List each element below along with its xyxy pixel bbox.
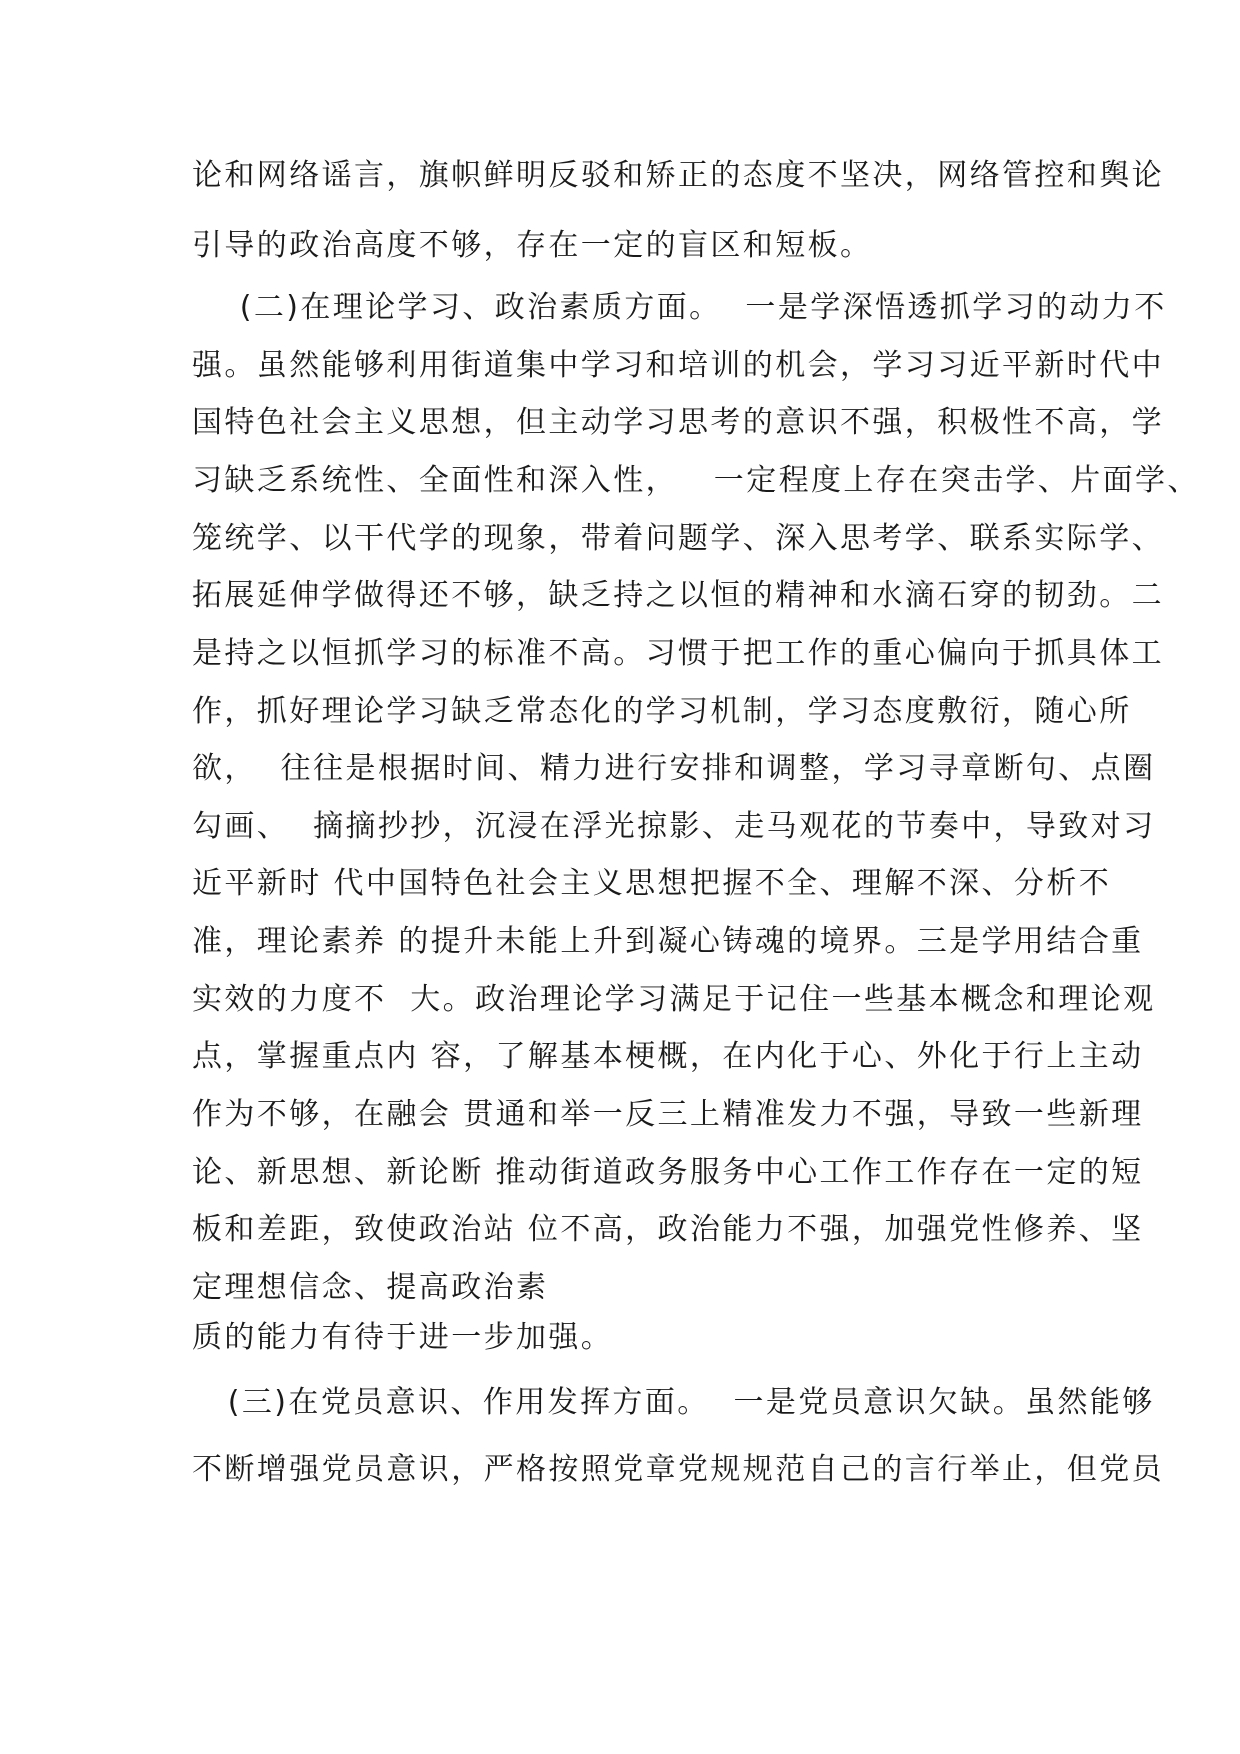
text-line: 论和网络谣言，旗帜鲜明反驳和矫正的态度不坚决，网络管控和舆论 <box>192 158 1164 193</box>
text-line: (二)在理论学习、政治素质方面。 一是学深悟透抓学习的动力不 <box>192 290 1167 325</box>
text-line: 是持之以恒抓学习的标准不高。习惯于把工作的重心偏向于抓具体工 <box>192 636 1164 671</box>
text-line: 国特色社会主义思想，但主动学习思考的意识不强，积极性不高，学 <box>192 405 1164 440</box>
text-line: 笼统学、以干代学的现象，带着问题学、深入思考学、联系实际学、 <box>192 521 1164 556</box>
text-line: 论、新思想、新论断 推动街道政务服务中心工作工作存在一定的短 <box>192 1155 1144 1190</box>
text-line: 勾画、 摘摘抄抄，沉浸在浮光掠影、走马观花的节奏中，导致对习 <box>192 809 1156 844</box>
text-line: 定理想信念、提高政治素 <box>192 1270 549 1305</box>
text-line: 不断增强党员意识，严格按照党章党规规范自己的言行举止，但党员 <box>192 1452 1164 1487</box>
text-line: 习缺乏系统性、全面性和深入性， 一定程度上存在突击学、片面学、 <box>192 463 1200 498</box>
text-line: 作，抓好理论学习缺乏常态化的学习机制，学习态度敷衍，随心所 <box>192 694 1132 729</box>
text-line: 强。虽然能够利用街道集中学习和培训的机会，学习习近平新时代中 <box>192 348 1164 383</box>
text-line: 拓展延伸学做得还不够，缺乏持之以恒的精神和水滴石穿的韧劲。二 <box>192 578 1164 613</box>
text-line: 作为不够，在融会 贯通和举一反三上精准发力不强，导致一些新理 <box>192 1097 1144 1132</box>
text-line: 近平新时 代中国特色社会主义思想把握不全、理解不深、分析不 <box>192 866 1112 901</box>
text-line: 准，理论素养 的提升未能上升到凝心铸魂的境界。三是学用结合重 <box>192 924 1144 959</box>
text-line: 实效的力度不 大。政治理论学习满足于记住一些基本概念和理论观 <box>192 982 1156 1017</box>
text-line: (三)在党员意识、作用发挥方面。 一是党员意识欠缺。虽然能够 <box>192 1385 1155 1420</box>
text-line: 欲， 往往是根据时间、精力进行安排和调整，学习寻章断句、点圈 <box>192 751 1156 786</box>
text-line: 板和差距，致使政治站 位不高，政治能力不强，加强党性修养、坚 <box>192 1212 1144 1247</box>
text-line: 点，掌握重点内 容，了解基本梗概，在内化于心、外化于行上主动 <box>192 1039 1144 1074</box>
text-line: 质的能力有待于进一步加强。 <box>192 1320 614 1355</box>
text-line: 引导的政治高度不够，存在一定的盲区和短板。 <box>192 228 873 263</box>
